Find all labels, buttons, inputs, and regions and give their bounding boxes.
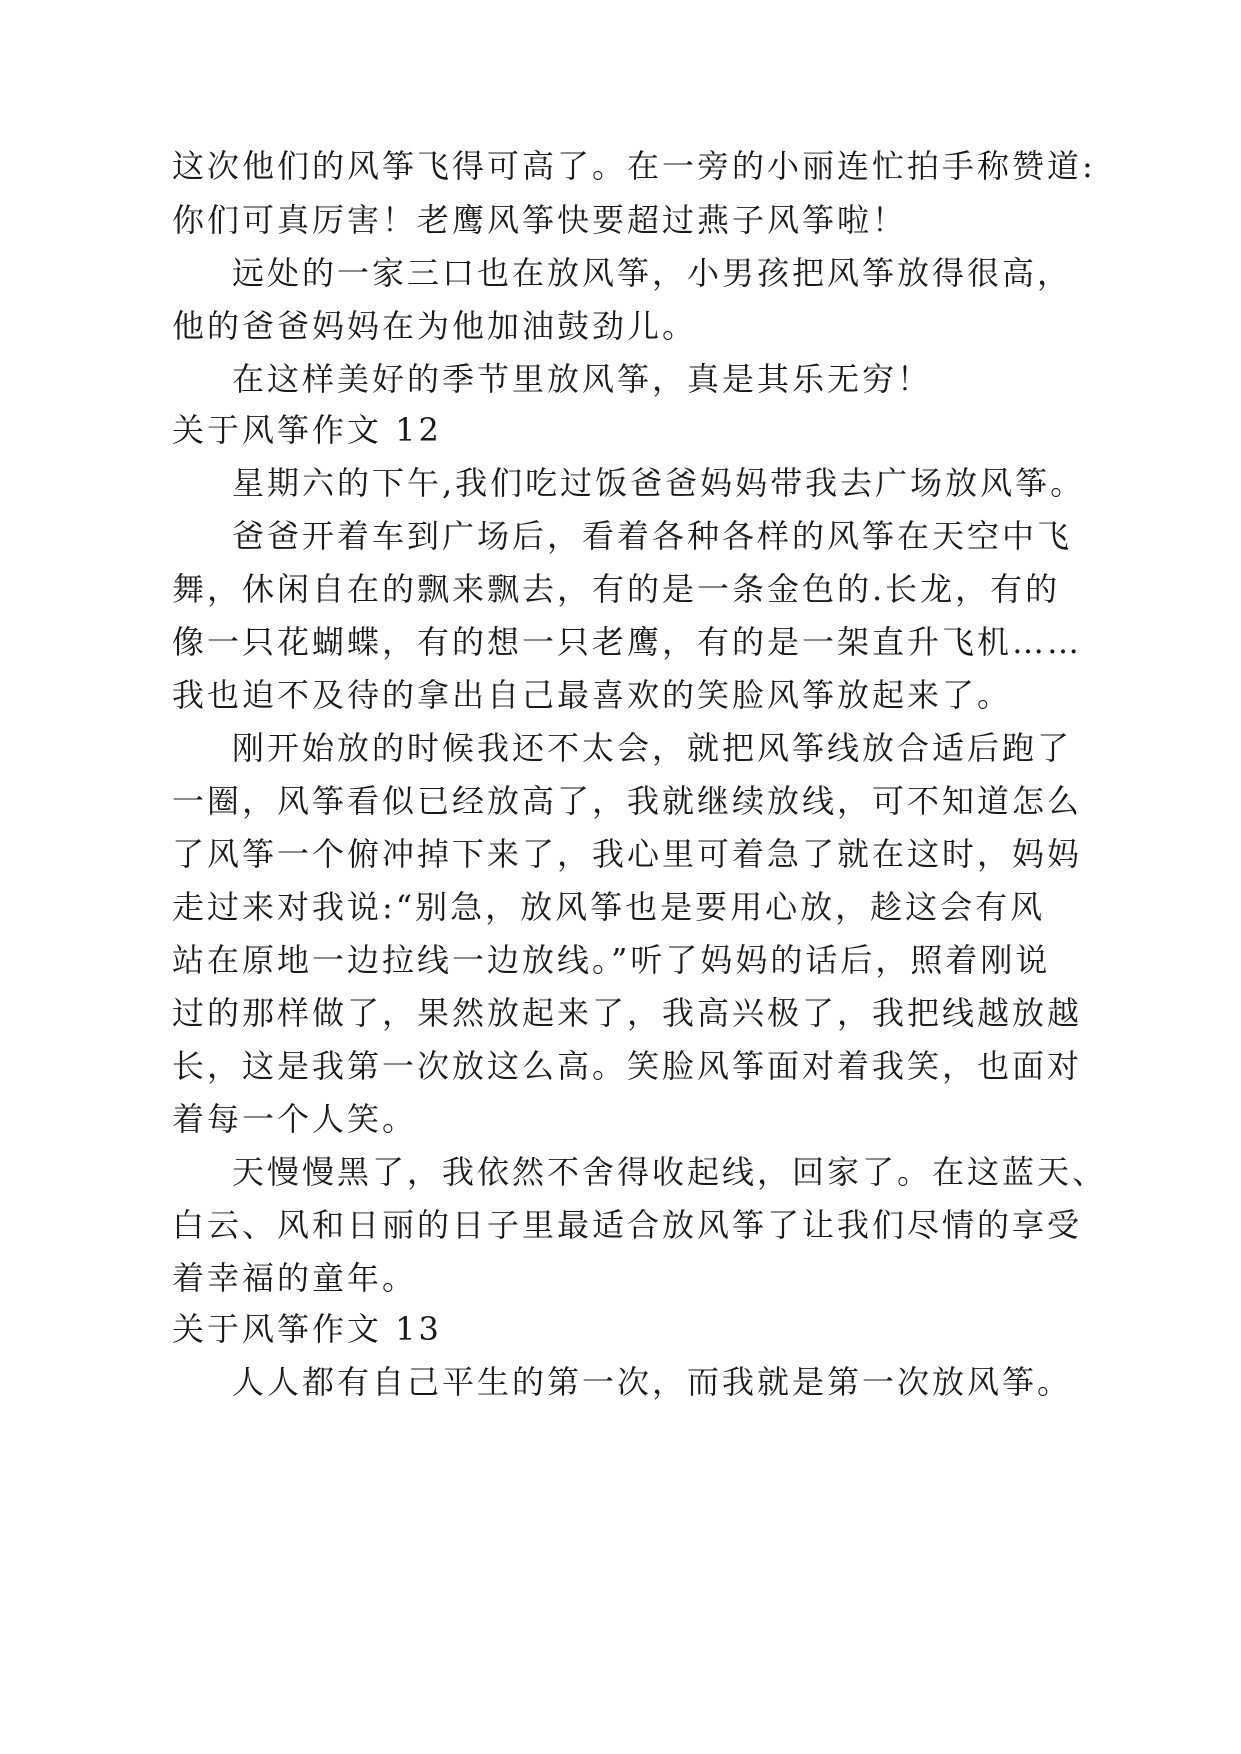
text-line: 像一只花蝴蝶，有的想一只老鹰，有的是一架直升飞机…… xyxy=(172,623,1083,661)
text-line: 了风筝一个俯冲掉下来了，我心里可着急了就在这时，妈妈 xyxy=(172,835,1083,873)
text-line: 舞，休闲自在的飘来飘去，有的是一条金色的.长龙，有的 xyxy=(172,570,1061,608)
text-line: 他的爸爸妈妈在为他加油鼓劲儿。 xyxy=(172,307,698,345)
text-line: 爸爸开着车到广场后，看着各种各样的风筝在天空中飞 xyxy=(232,517,1073,555)
text-line: 天慢慢黑了，我依然不舍得收起线，回家了。在这蓝天、 xyxy=(232,1153,1108,1191)
text-line: 着幸福的童年。 xyxy=(172,1259,418,1297)
text-line: 星期六的下午,我们吃过饭爸爸妈妈带我去广场放风筝。 xyxy=(232,464,1086,502)
text-line: 这次他们的风筝飞得可高了。在一旁的小丽连忙拍手称赞道: xyxy=(172,147,1096,185)
text-line: 走过来对我说:“别急，放风筝也是要用心放，趁这会有风 xyxy=(172,888,1046,926)
text-line: 人人都有自己平生的第一次，而我就是第一次放风筝。 xyxy=(232,1363,1073,1401)
text-line: 我也迫不及待的拿出自己最喜欢的笑脸风筝放起来了。 xyxy=(172,676,1013,714)
text-line: 在这样美好的季节里放风筝，真是其乐无穷！ xyxy=(232,360,933,398)
text-line: 你们可真厉害！老鹰风筝快要超过燕子风筝啦！ xyxy=(172,201,908,239)
text-line: 远处的一家三口也在放风筝，小男孩把风筝放得很高， xyxy=(232,254,1073,292)
text-line: 站在原地一边拉线一边放线。”听了妈妈的话后，照着刚说 xyxy=(172,941,1051,979)
text-line: 长，这是我第一次放这么高。笑脸风筝面对着我笑，也面对 xyxy=(172,1047,1083,1085)
section-heading: 关于风筝作文 12 xyxy=(172,411,442,449)
section-heading: 关于风筝作文 13 xyxy=(172,1310,442,1348)
text-line: 过的那样做了，果然放起来了，我高兴极了，我把线越放越 xyxy=(172,994,1083,1032)
text-line: 白云、风和日丽的日子里最适合放风筝了让我们尽情的享受 xyxy=(172,1206,1083,1244)
text-line: 着每一个人笑。 xyxy=(172,1100,418,1138)
text-line: 一圈，风筝看似已经放高了，我就继续放线，可不知道怎么 xyxy=(172,782,1083,820)
text-line: 刚开始放的时候我还不太会，就把风筝线放合适后跑了 xyxy=(232,729,1073,767)
